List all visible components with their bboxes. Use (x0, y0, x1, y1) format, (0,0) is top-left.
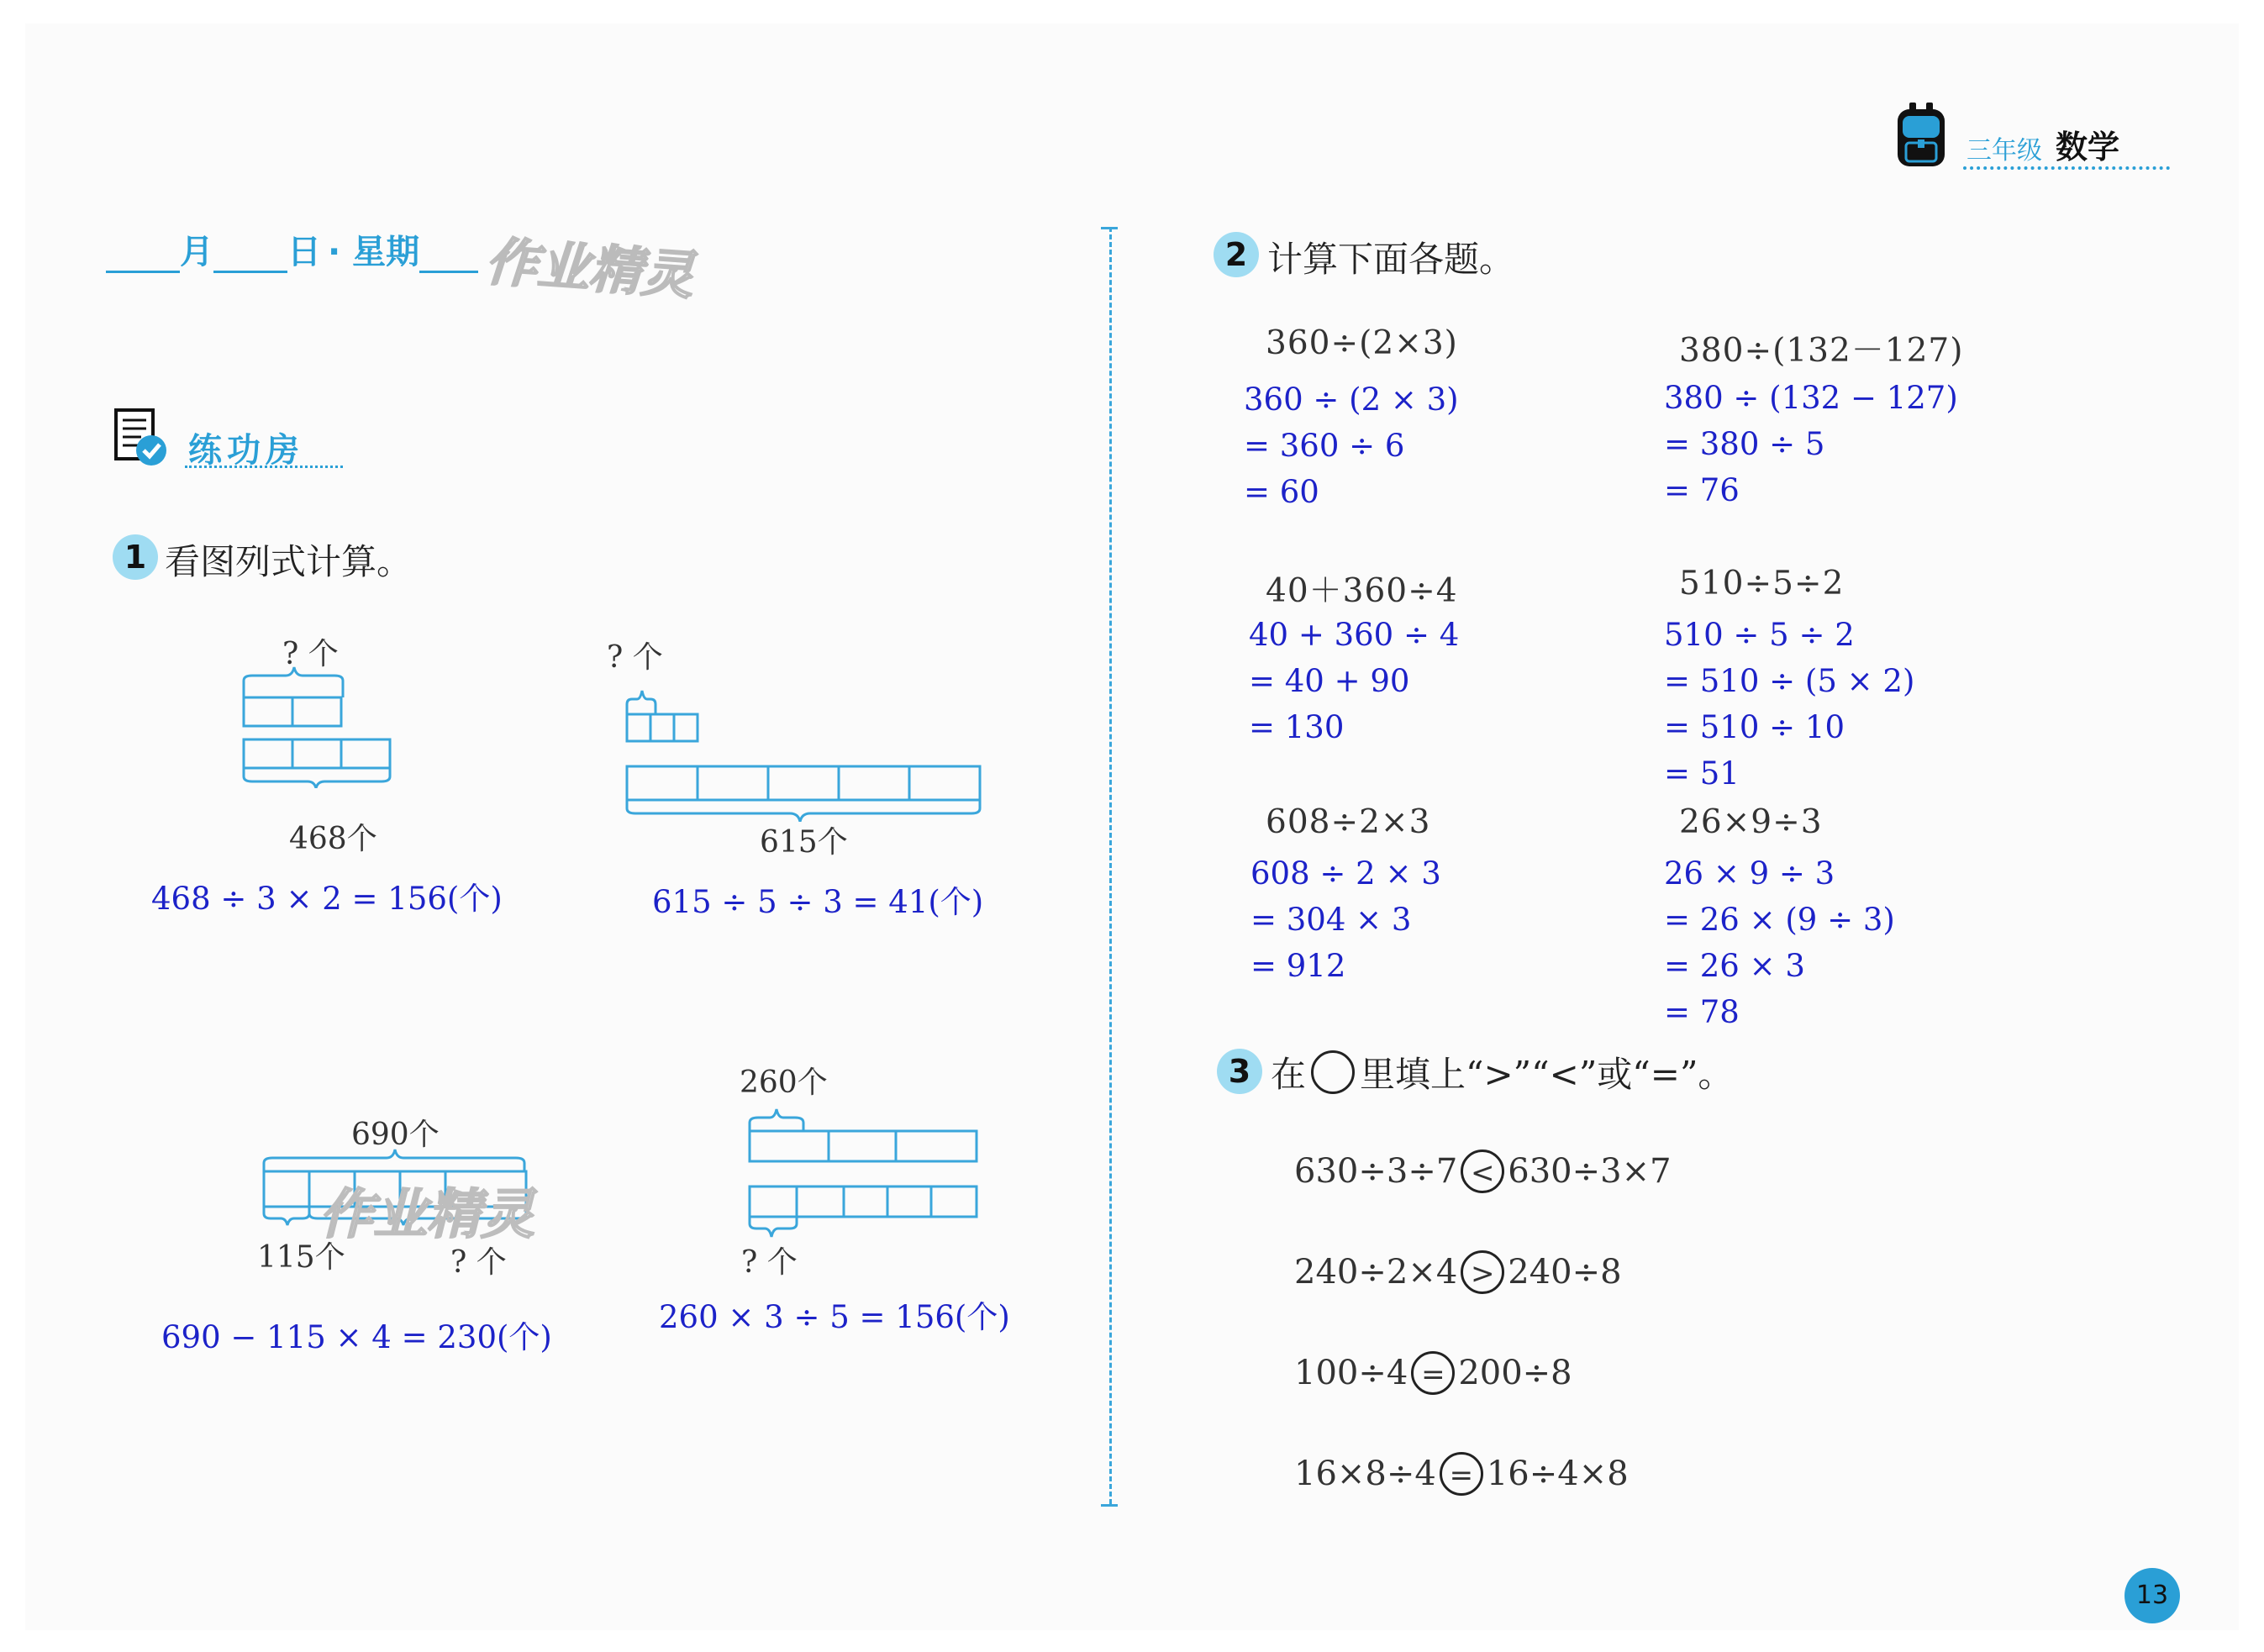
weekday-blank[interactable] (419, 234, 478, 273)
q2-step: = 912 (1250, 948, 1346, 984)
q2-step: 360 ÷ (2 × 3) (1244, 381, 1459, 418)
q2-steps-3 (1249, 612, 1459, 750)
diagram-4-bottom-label: ? 个 (741, 1245, 798, 1280)
diagram-1-top-label: ? 个 (282, 637, 339, 671)
diagram-4-top-label: 260个 (740, 1065, 828, 1100)
watermark-2: 作业精灵 (319, 1184, 534, 1246)
q2-step: = 26 × (9 ÷ 3) (1664, 902, 1895, 938)
q2-expr-6: 26×9÷3 (1679, 803, 1823, 841)
q3-title-post: 里填上“>”“<”或“=”。 (1360, 1054, 1734, 1095)
header-underline (1963, 166, 2170, 170)
q2-step: = 51 (1664, 755, 1740, 792)
q2-title: 计算下面各题。 (1267, 239, 1515, 280)
diagram-3-answer: 690 − 115 × 4 = 230(个) (161, 1319, 552, 1355)
diagram-2-bottom-label: 615个 (760, 825, 848, 860)
compare-sign[interactable]: = (1411, 1351, 1455, 1395)
q2-step: 510 ÷ 5 ÷ 2 (1664, 617, 1855, 653)
section-title: 练功房 (188, 431, 304, 470)
diagram-1-bottom-label: 468个 (289, 822, 377, 856)
q2-step: = 76 (1664, 472, 1740, 508)
compare-left: 240÷2×4 (1294, 1253, 1458, 1292)
blank-circle-icon (1311, 1050, 1355, 1094)
q2-expr-1: 360÷(2×3) (1266, 324, 1458, 362)
compare-right: 630÷3×7 (1508, 1152, 1672, 1191)
q2-step: = 78 (1664, 994, 1740, 1030)
page-divider (1109, 227, 1112, 1504)
q2-step: 608 ÷ 2 × 3 (1250, 855, 1441, 892)
q2-step: = 510 ÷ (5 × 2) (1664, 663, 1915, 699)
divider-cap-top (1101, 227, 1118, 229)
subject-label: 数学 (2056, 129, 2120, 166)
q2-step: = 60 (1244, 474, 1319, 510)
q2-steps-6 (1664, 850, 1895, 1035)
compare-sign[interactable]: = (1440, 1452, 1483, 1496)
diagram-2-top-label: ? 个 (607, 640, 663, 675)
day-blank[interactable] (213, 234, 287, 273)
q2-step: 380 ÷ (132 − 127) (1664, 380, 1958, 416)
q2-steps-5 (1250, 850, 1441, 989)
month-label: 月 (180, 233, 213, 271)
diagram-3-bottom-right-label: ? 个 (450, 1245, 507, 1280)
q2-step: = 304 × 3 (1250, 902, 1412, 938)
compare-right: 240÷8 (1508, 1253, 1622, 1292)
section-underline (185, 466, 343, 468)
compare-left: 630÷3÷7 (1294, 1152, 1458, 1191)
date-line (106, 225, 478, 273)
diagram-2-answer: 615 ÷ 5 ÷ 3 = 41(个) (652, 884, 984, 920)
diagram-3-top-label: 690个 (351, 1118, 440, 1152)
month-blank[interactable] (106, 234, 180, 273)
worksheet-icon (113, 407, 171, 469)
weekday-label: · 星期 (328, 233, 420, 271)
q2-step: = 26 × 3 (1664, 948, 1805, 984)
compare-left: 100÷4 (1294, 1354, 1408, 1392)
q2-steps-1 (1244, 376, 1459, 515)
q3-title (1271, 1047, 1733, 1097)
compare-right: 200÷8 (1458, 1354, 1572, 1392)
day-label: 日 (287, 233, 321, 271)
q2-step: = 380 ÷ 5 (1664, 426, 1825, 462)
q3-title-pre: 在 (1271, 1054, 1307, 1095)
compare-right: 16÷4×8 (1486, 1455, 1629, 1493)
q2-step: 40 + 360 ÷ 4 (1249, 617, 1460, 653)
page-number: 13 (2124, 1568, 2180, 1623)
diagram-4 (731, 1079, 983, 1264)
diagram-2 (613, 679, 983, 822)
compare-row-1 (1294, 1150, 1672, 1193)
q2-step: = 40 + 90 (1249, 663, 1410, 699)
q3-number: 3 (1217, 1049, 1262, 1094)
watermark: 作业精灵 (483, 230, 696, 307)
compare-sign[interactable]: < (1461, 1150, 1504, 1193)
q2-number: 2 (1214, 232, 1259, 277)
diagram-1-answer: 468 ÷ 3 × 2 = 156(个) (151, 881, 503, 917)
q2-steps-4 (1664, 612, 1914, 797)
q1-title: 看图列式计算。 (165, 541, 413, 582)
q2-expr-4: 510÷5÷2 (1679, 565, 1845, 602)
q2-step: = 130 (1249, 709, 1345, 745)
q2-expr-3: 40＋360÷4 (1266, 572, 1458, 610)
compare-row-2 (1294, 1250, 1622, 1294)
diagram-3-bottom-left-label: 115个 (257, 1240, 345, 1275)
divider-cap-bottom (1101, 1504, 1118, 1507)
q2-step: = 360 ÷ 6 (1244, 428, 1405, 464)
compare-left: 16×8÷4 (1294, 1455, 1436, 1493)
backpack-icon (1894, 101, 1948, 170)
q2-step: 26 × 9 ÷ 3 (1664, 855, 1835, 892)
q2-expr-2: 380÷(132－127) (1679, 332, 1964, 370)
workbook-page (25, 24, 2239, 1630)
q2-expr-5: 608÷2×3 (1266, 803, 1431, 841)
grade-label: 三年级 (1967, 136, 2042, 166)
compare-row-4 (1294, 1452, 1629, 1496)
q2-steps-2 (1664, 375, 1958, 513)
q1-number: 1 (113, 534, 158, 580)
compare-row-3 (1294, 1351, 1572, 1395)
compare-sign[interactable]: > (1461, 1250, 1504, 1294)
q2-step: = 510 ÷ 10 (1664, 709, 1845, 745)
diagram-4-answer: 260 × 3 ÷ 5 = 156(个) (659, 1299, 1010, 1335)
